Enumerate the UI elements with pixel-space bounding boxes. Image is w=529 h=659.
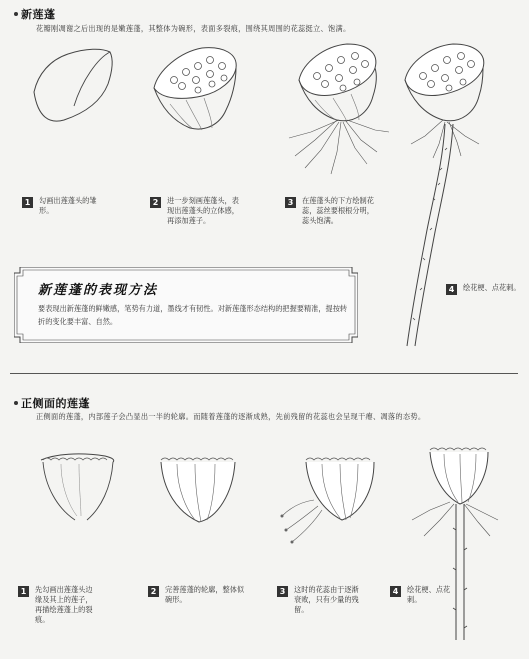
- step-3: [277, 585, 387, 625]
- step-4: [446, 283, 526, 313]
- step-4: [390, 585, 470, 615]
- step-number: 2: [150, 197, 161, 208]
- pod-with-seeds-drawing: [140, 40, 250, 140]
- step-text: 勾画出莲蓬头的雏形。: [39, 196, 97, 215]
- pod-outline-drawing: [20, 30, 130, 140]
- step-number: 2: [148, 586, 159, 597]
- section-divider: [10, 373, 518, 374]
- bullet-dot-icon: [14, 401, 18, 405]
- step-1: [22, 196, 122, 236]
- step-2: [148, 585, 258, 615]
- step-number: 1: [18, 586, 29, 597]
- step-text: 完善莲蓬的轮廓，整体似碗形。: [165, 585, 245, 604]
- section-intro: 正侧面的莲蓬，内部莲子会凸显出一半的轮廓。而随着莲蓬的逐渐成熟，先前残留的花蕊也会呈现干瘪、凋落的态势。: [36, 412, 426, 421]
- step-text: 在莲蓬头的下方绘制花蕊，蕊丝要根根分明，蕊头饱满。: [302, 196, 374, 225]
- step-text: 进一步刻画莲蓬头，表现出莲蓬头的立体感，再添加莲子。: [167, 196, 239, 225]
- method-box-body: 要表现出新莲蓬的鲜嫩感，笔势有力道，墨线才有韧性。对新莲蓬形态结构的把握要精准，提按转折的变化要丰富、自然。: [38, 304, 348, 326]
- section-title-new-lotus-pod: 新莲蓬: [14, 6, 56, 22]
- step-number: 4: [390, 586, 401, 597]
- step-number: 3: [277, 586, 288, 597]
- step-number: 3: [285, 197, 296, 208]
- pod-with-stamens-drawing: [275, 40, 395, 180]
- side-pod-bowl-drawing: [155, 450, 245, 530]
- step-1: [18, 585, 118, 635]
- step-text: 先勾画出莲蓬头边缘及其上的莲子，再描绘莲蓬上的裂痕。: [35, 585, 93, 624]
- bullet-dot-icon: [14, 12, 18, 16]
- side-pod-outline-drawing: [35, 450, 125, 530]
- step-2: [150, 196, 250, 246]
- step-number: 4: [446, 284, 457, 295]
- section-title-side-lotus-pod: 正侧面的莲蓬: [14, 395, 90, 411]
- step-text: 绘花梗、点花刺。: [463, 283, 521, 292]
- step-text: 绘花梗、点花刺。: [407, 585, 451, 604]
- step-3: [285, 196, 385, 246]
- step-text: 这时的花蕊由于逐渐衰败，只有少量的残留。: [294, 585, 359, 614]
- section-intro: 花瓣刚凋谢之后出现的是嫩莲蓬，其整体为碗形，表面多裂痕，围绕其周围的花蕊挺立、饱满。: [36, 24, 351, 33]
- method-box-title: 新莲蓬的表现方法: [38, 283, 159, 298]
- side-pod-withered-stamens-drawing: [278, 450, 388, 550]
- step-number: 1: [22, 197, 33, 208]
